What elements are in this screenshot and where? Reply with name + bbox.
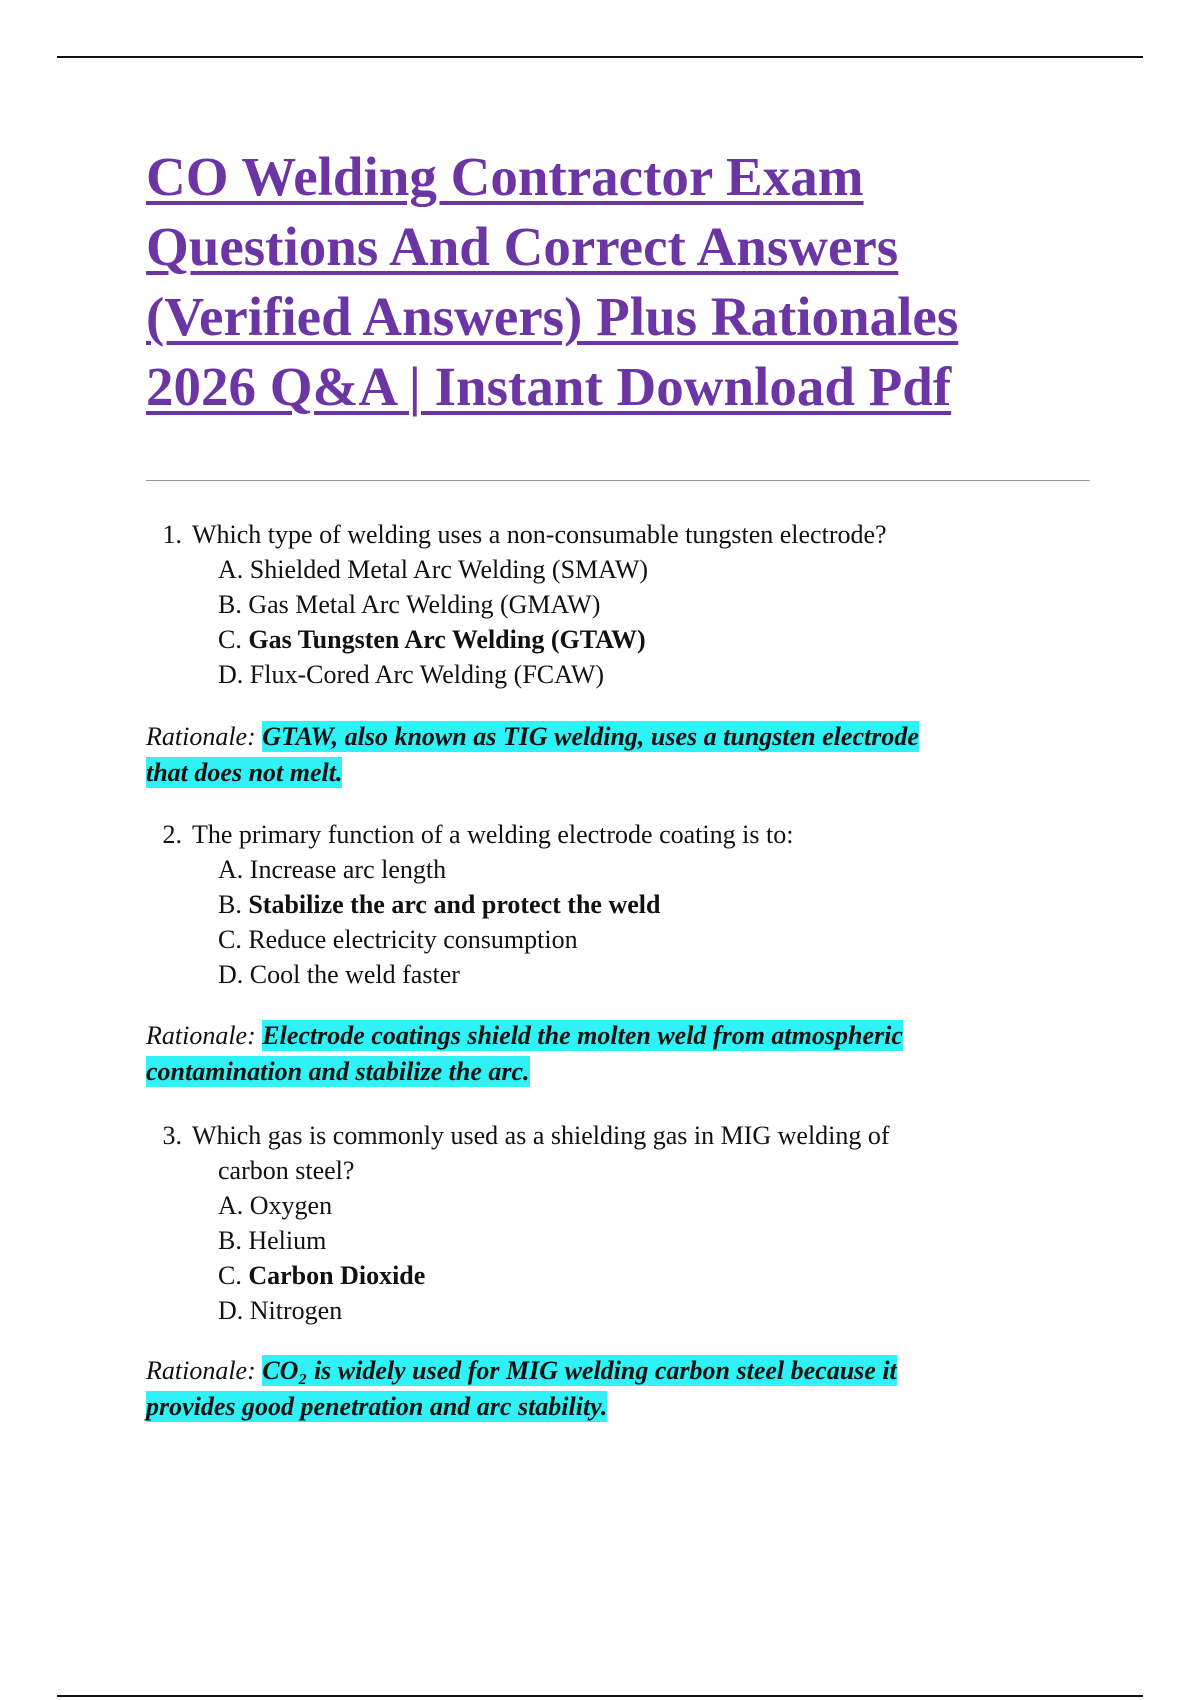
question-3-text: 3. Which gas is commonly used as a shielding gas in MIG welding of: [146, 1118, 1090, 1153]
option-b: B. Gas Metal Arc Welding (GMAW): [218, 590, 601, 619]
option-d: D. Nitrogen: [218, 1296, 343, 1325]
bottom-rule: [57, 1695, 1143, 1697]
rationale-label: Rationale:: [146, 1356, 256, 1385]
question-1-text: 1. Which type of welding uses a non-consumable tungsten electrode?: [146, 517, 1090, 552]
question-2: [146, 817, 1090, 992]
question-2-text: 2. The primary function of a welding electrode coating is to:: [146, 817, 1090, 852]
option-b: B. Helium: [218, 1226, 327, 1255]
rationale-label: Rationale:: [146, 722, 256, 751]
rationale-highlight: Electrode coatings shield the molten weld from atmospheric: [262, 1021, 903, 1050]
option-c-correct: C. Carbon Dioxide: [218, 1261, 426, 1290]
question-3-text-continued: carbon steel?: [218, 1156, 355, 1185]
title-separator: [146, 480, 1090, 481]
title-line-3: (Verified Answers) Plus Rationales: [146, 286, 959, 347]
option-d: D. Flux-Cored Arc Welding (FCAW): [218, 660, 605, 689]
rationale-highlight: that does not melt.: [146, 758, 343, 787]
question-1: [146, 517, 1090, 692]
rationale-label: Rationale:: [146, 1021, 256, 1050]
option-b-correct: B. Stabilize the arc and protect the weld: [218, 890, 661, 919]
option-a: A. Shielded Metal Arc Welding (SMAW): [218, 555, 649, 584]
rationale-highlight: contamination and stabilize the arc.: [146, 1057, 530, 1086]
rationale-3: [146, 1353, 1090, 1425]
title-line-1: CO Welding Contractor Exam: [146, 146, 864, 207]
option-a: A. Oxygen: [218, 1191, 333, 1220]
question-number: 1.: [162, 520, 182, 549]
top-rule: [57, 56, 1143, 58]
rationale-highlight: GTAW, also known as TIG welding, uses a tungsten electrode: [262, 722, 919, 751]
option-a: A. Increase arc length: [218, 855, 447, 884]
document-title[interactable]: [146, 142, 1106, 422]
title-line-4: 2026 Q&A | Instant Download Pdf: [146, 356, 952, 417]
option-c: C. Reduce electricity consumption: [218, 925, 578, 954]
question-3: [146, 1118, 1090, 1328]
rationale-highlight: CO₂ is widely used for MIG welding carbon steel because it: [262, 1356, 897, 1385]
rationale-1: [146, 719, 1090, 791]
rationale-2: [146, 1018, 1090, 1090]
question-number: 3.: [162, 1121, 182, 1150]
question-number: 2.: [162, 820, 182, 849]
option-c-correct: C. Gas Tungsten Arc Welding (GTAW): [218, 625, 646, 654]
option-d: D. Cool the weld faster: [218, 960, 460, 989]
rationale-highlight: provides good penetration and arc stability.: [146, 1392, 608, 1421]
title-line-2: Questions And Correct Answers: [146, 216, 899, 277]
